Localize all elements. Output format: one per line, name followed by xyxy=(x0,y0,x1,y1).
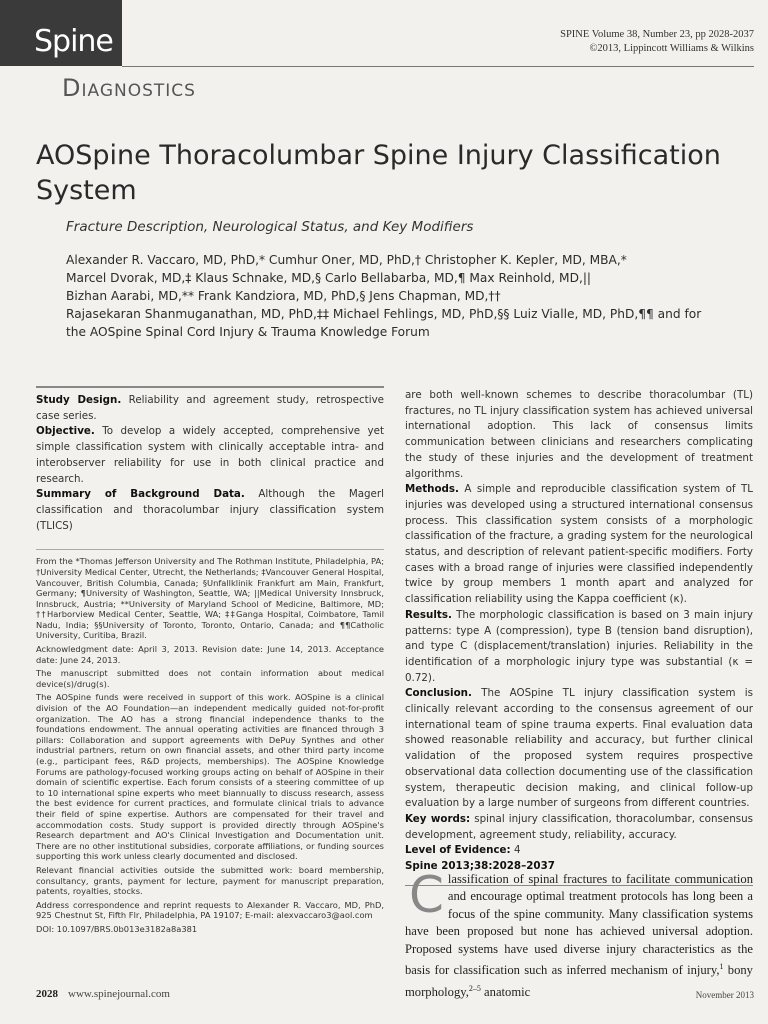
footnote-rule xyxy=(36,549,384,550)
issue-date: November 2013 xyxy=(695,990,754,1000)
abstract-background-continued: are both well-known schemes to describe thoracolumbar (TL) fractures, no TL injury classification system has achieved universal international adoption. This lack of consensus limits communication between clinicians and researchers complicating the study of these injuries and the development of treatment algorithms. xyxy=(405,389,753,480)
abstract-conclusion: Conclusion. The AOSpine TL injury classification system is clinically relevant according to the consensus agreement of our international team of spine trauma experts. Final evaluation data showed reasonable reliability and accuracy, but further clinical validation of the proposed system requires prospective observational data collection documenting use of the classification system, therapeutic decision making, and clinical follow-up evaluation by a large number of surgeons from different countries. xyxy=(405,687,753,810)
header-rule xyxy=(122,66,754,67)
article-subtitle: Fracture Description, Neurological Status, and Key Modifiers xyxy=(66,219,474,235)
abstract-keywords: Key words: spinal injury classification, thoracolumbar, consensus development, agreement study, reliability, accuracy. xyxy=(405,812,753,841)
drop-cap: C xyxy=(409,866,444,924)
abstract-evidence: Level of Evidence: 4 xyxy=(405,844,521,857)
author-line: the AOSpine Spinal Cord Injury & Trauma Knowledge Forum xyxy=(66,325,430,339)
author-list xyxy=(66,251,746,341)
page-footer-left xyxy=(36,988,170,1000)
citation-ref: 2–5 xyxy=(468,983,481,993)
page-number: 2028 xyxy=(36,988,58,1000)
journal-logo-text: Spine xyxy=(34,24,113,59)
section-label xyxy=(62,74,196,102)
footnote-affiliations: From the *Thomas Jefferson University and The Rothman Institute, Philadelphia, PA; †University Medical Center, Utrecht, the Netherlands; ‡Vancouver General Hospital, Vancouver, British Columbia, Canada; §Unfallklinik Frankfurt am Main, Frankfurt, Germany; ¶University of Washington, Seattle, WA; ||Medical University Innsbruck, Innsbruck, Austria; **University of Maryland School of Medicine, Baltimore, MD; ††Harborview Medical Center, Seattle, WA; ‡‡Ganga Hospital, Coimbatore, Tamil Nadu, India; §§University of Toronto, Toronto, Ontario, Canada; and ¶¶Catholic University, Curitiba, Brazil. xyxy=(36,556,384,641)
citation-ref: 1 xyxy=(719,962,724,972)
author-line: Alexander R. Vaccaro, MD, PhD,* Cumhur Oner, MD, PhD,† Christopher K. Kepler, MD, MBA,* xyxy=(66,253,627,267)
author-line: Rajasekaran Shanmuganathan, MD, PhD,‡‡ Michael Fehlings, MD, PhD,§§ Luiz Vialle, MD, PhD,¶¶ and for xyxy=(66,307,702,321)
abstract-citation: Spine 2013;38:2028–2037 xyxy=(405,860,555,873)
author-line: Bizhan Aarabi, MD,** Frank Kandziora, MD, PhD,§ Jens Chapman, MD,†† xyxy=(66,289,501,303)
section-label-initial: D xyxy=(62,74,82,102)
body-intro-paragraph: Classification of spinal fractures to facilitate communication and encourage optimal treatment protocols has long been a focus of the spine community. Many classification systems have been proposed but none has achieved universal adoption. Proposed systems have used diverse injury characteristics as the basis for classification such as inferred mechanism of injury,$^1$ bony morphology,$^{2-5}$ anatomic xyxy=(405,866,753,999)
abstract-top-rule xyxy=(36,386,384,388)
footnote-device: The manuscript submitted does not contain information about medical device(s)/drug(s). xyxy=(36,668,384,689)
section-label-rest: IAGNOSTICS xyxy=(81,81,196,101)
volume-line: SPINE Volume 38, Number 23, pp 2028-2037 xyxy=(560,29,754,40)
author-line: Marcel Dvorak, MD,‡ Klaus Schnake, MD,§ Carlo Bellabarba, MD,¶ Max Reinhold, MD,|| xyxy=(66,271,592,285)
article-title: AOSpine Thoracolumbar Spine Injury Classification System xyxy=(36,140,721,206)
abstract-background: Summary of Background Data. Although the Magerl classification and thoracolumbar injury classification system (TLICS) xyxy=(36,488,384,532)
footnote-correspondence: Address correspondence and reprint requests to Alexander R. Vaccaro, MD, PhD, 925 Chestnut St, Fifth Flr, Philadelphia, PA 19107; E-mail: alexvaccaro3@aol.com xyxy=(36,899,384,921)
abstract-objective: Objective. To develop a widely accepted, comprehensive yet simple classification system with clinically acceptable intra- and interobserver reliability for use in both clinical practice and research. xyxy=(36,425,384,485)
journal-logo xyxy=(0,0,122,66)
abstract-study-design: Study Design. Reliability and agreement study, retrospective case series. xyxy=(36,394,384,422)
abstract-methods: Methods. A simple and reproducible classification system of TL injuries was developed using a structured international consensus process. This classification system consists of a morphologic classification of the fracture, a grading system for the neurological status, and description of relevant patient-specific modifiers. Forty cases with a broad range of injuries were classified independently twice by group members 1 month apart and analyzed for classification reliability using the Kappa coefficient (κ). xyxy=(405,483,753,606)
abstract-results: Results. The morphologic classification is based on 3 main injury patterns: type A (compression), type B (tension band disruption), and type C (displacement/translation) injuries. Reliability in the identification of a morphologic injury type was substantial (κ = 0.72). xyxy=(405,608,753,684)
left-column xyxy=(36,386,384,938)
footnote-doi: DOI: 10.1097/BRS.0b013e3182a8a381 xyxy=(36,923,198,934)
footnote-financial: Relevant financial activities outside the submitted work: board membership, consultancy, grants, payment for lecture, payment for manuscript preparation, patents, royalties, stocks. xyxy=(36,864,384,897)
footnote-funding: The AOSpine funds were received in support of this work. AOSpine is a clinical division of the AO Foundation—an independent medically guided not-for-profit organization. The AO has a strong financial independence thanks to the foundations endowment. The annual operating activities are financed through 3 pillars: Collaboration and support agreements with DePuy Synthes and other industrial partners, return on own financial assets, and other third party income (e.g., participant fees, R&D projects, memberships). The AOSpine Knowledge Forums are pathology-focused working groups acting on behalf of AOSpine in their domain of scientific expertise. Each forum consists of a steering committee of up to 10 international spine experts who meet biannually to discuss research, assess the best evidence for current practices, and formulate clinical trials to advance their field of spine expertise. Authors are compensated for their travel and accommodation costs. Study support is provided directly through AOSpine's Research department and AO's Clinical Investigation and Documentation unit. There are no other institutional subsidies, corporate affiliations, or funding sources supporting this work unless clearly documented and disclosed. xyxy=(36,692,384,862)
right-column xyxy=(405,388,753,886)
journal-website: www.spinejournal.com xyxy=(68,988,170,1000)
copyright-line: ©2013, Lippincott Williams & Wilkins xyxy=(589,43,754,54)
journal-info xyxy=(560,28,754,56)
footnote-dates: Acknowledgment date: April 3, 2013. Revision date: June 14, 2013. Acceptance date: June 24, 2013. xyxy=(36,644,384,665)
